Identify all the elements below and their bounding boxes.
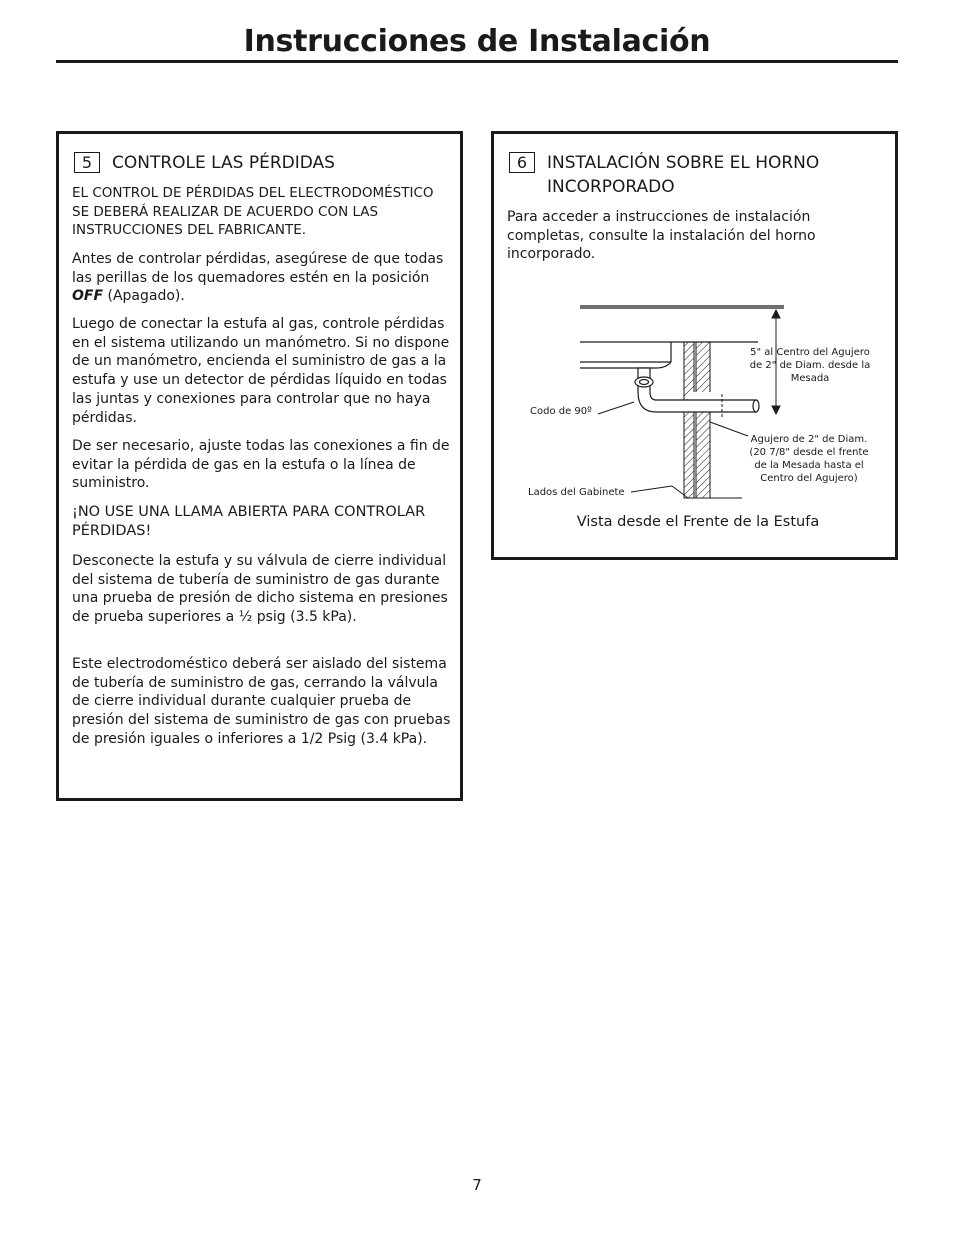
step-5-paragraph-3: Luego de conectar la estufa al gas, controle pérdidas en el sistema utilizando un manómetro. Si no dispone de un manómetro, encienda el suministro de gas a la estufa y use un detector de pérdidas líquido en todas las juntas y conexiones para controlar que no haya pérdidas. [72,316,450,426]
title-divider [56,60,898,63]
off-label: OFF [72,288,104,305]
step-5-paragraph-2-text: Antes de controlar pérdidas, asegúrese de que todas las perillas de los quemadores estén en la posición [72,251,444,286]
installation-diagram [516,302,886,532]
label-5in-line2: de 2" de Diam. desde la [749,360,871,371]
step-6-panel [491,131,898,560]
leader-lines [598,402,748,498]
step-6-header [509,151,884,199]
label-5in-line1: 5" al Centro del Agujero [750,347,870,358]
step-5-paragraph-2 [72,250,454,306]
page-number: 7 [472,1176,482,1194]
step-5-title: CONTROLE LAS PÉRDIDAS [112,153,335,173]
step-5-paragraph-4: De ser necesario, ajuste todas las conexiones a fin de evitar la pérdida de gas en la estufa o la línea de suministro. [72,438,450,492]
label-5in-line3: Mesada [790,373,830,384]
step-5-paragraph-1: EL CONTROL DE PÉRDIDAS DEL ELECTRODOMÉSTICO SE DEBERÁ REALIZAR DE ACUERDO CON LAS INSTRUCCIONES DEL FABRICANTE. [72,185,434,239]
step-6-title: INSTALACIÓN SOBRE EL HORNO INCORPORADO [547,153,820,197]
label-hole-line4: Centro del Agujero) [760,473,858,484]
label-hole-line1: Agujero de 2" de Diam. [750,434,868,445]
step-5-panel [56,131,463,801]
step-5-paragraph-7: Este electrodoméstico deberá ser aislado del sistema de tubería de suministro de gas, cerrando la válvula de cierre individual durante cualquier prueba de presión del sistema de suministro de gas con pruebas de presión iguales o inferiores a 1/2 Psig (3.4 kPa). [72,656,451,747]
label-cabinet: Lados del Gabinete [528,487,625,498]
step-5-header [74,151,449,175]
diagram-caption: Vista desde el Frente de la Estufa [576,514,820,530]
cabinet-sides [684,342,712,498]
step-6-number: 6 [509,152,535,173]
step-5-paragraph-6: Desconecte la estufa y su válvula de cierre individual del sistema de tubería de suministro de gas durante una prueba de presión de dicho sistema en presiones de prueba superiores a ½ psig (3.5 kPa). [72,553,448,626]
page-title: Instrucciones de Instalación [243,24,711,59]
label-hole-line2: (20 7/8" desde el frente [749,447,869,458]
step-5-paragraph-2-tail: (Apagado). [103,288,185,305]
label-hole-line3: de la Mesada hasta el [754,460,864,471]
step-6-paragraph-1: Para acceder a instrucciones de instalación completas, consulte la instalación del horno incorporado. [507,209,816,263]
label-elbow: Codo de 90º [530,406,592,417]
step-5-warning: ¡NO USE UNA LLAMA ABIERTA PARA CONTROLAR PÉRDIDAS! [72,504,426,539]
countertop [580,306,784,368]
step-5-number: 5 [74,152,100,173]
